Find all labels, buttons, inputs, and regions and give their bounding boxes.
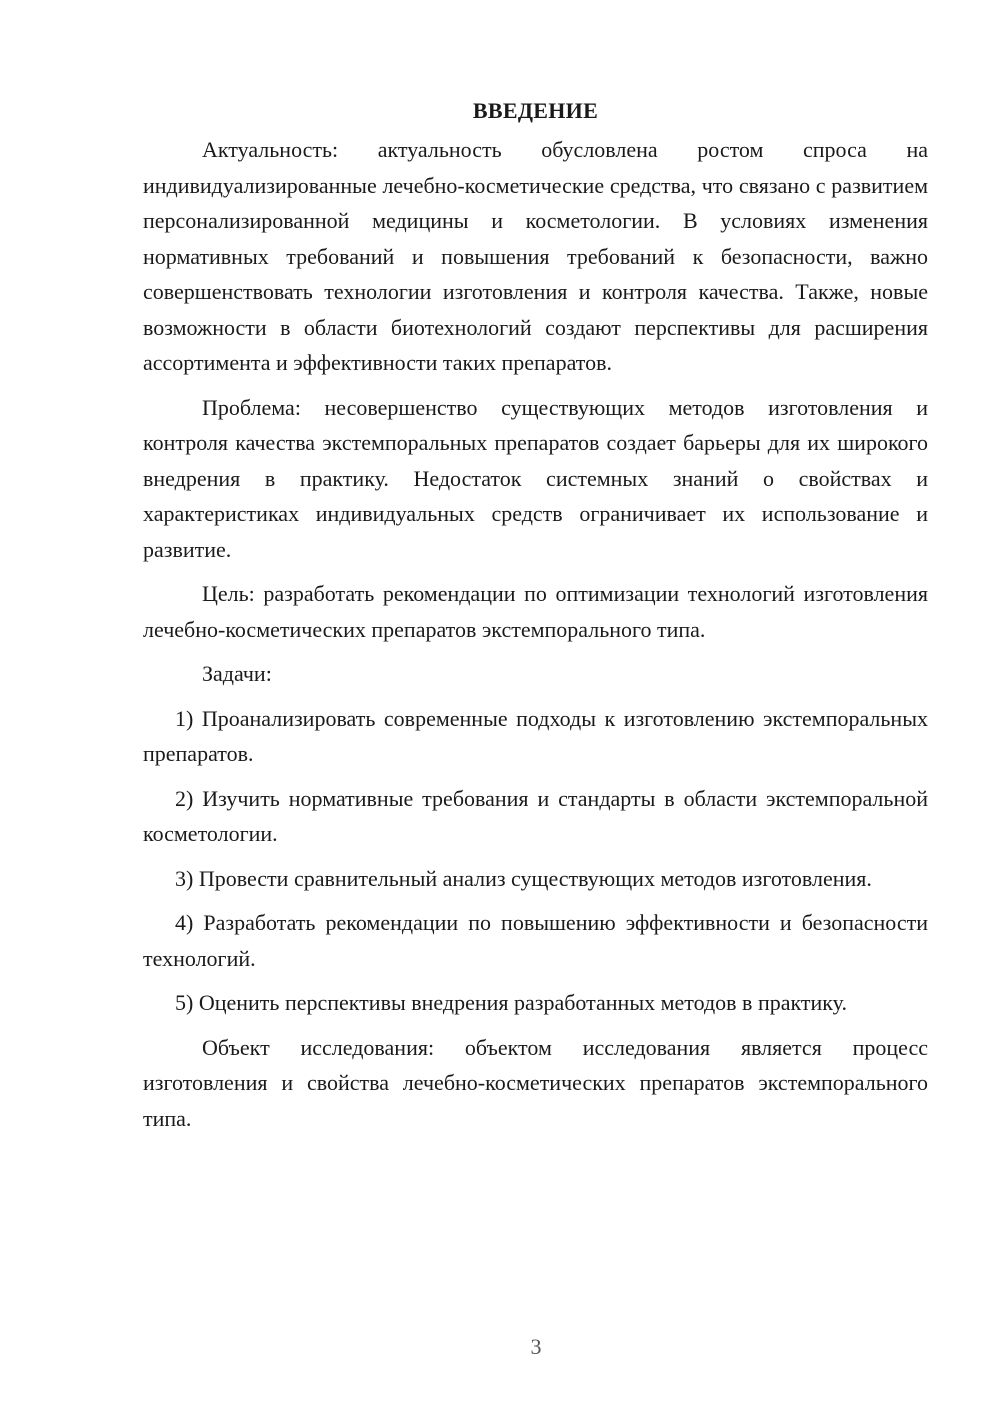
- task-item: 3) Провести сравнительный анализ существующих методов изготовления.: [175, 865, 872, 891]
- relevance-paragraph: Актуальность: актуальность обусловлена ростом спроса на индивидуализированные лечебно-косметические средства, что связано с развитием персонализированной медицины и косметологии. В условиях изменения нормативных требований и повышения требований к безопасности, важно совершенствовать технологии изготовления и контроля качества. Также, новые возможности в области биотехнологий создают перспективы для расширения ассортимента и эффективности таких препаратов.: [143, 137, 928, 375]
- task-item: 5) Оценить перспективы внедрения разработанных методов в практику.: [175, 990, 847, 1015]
- section-title: ВВЕДЕНИЕ: [472, 98, 599, 123]
- page-content: [143, 96, 928, 1145]
- task-item: 1) Проанализировать современные подходы к изготовлению экстемпоральных препаратов.: [143, 705, 928, 766]
- page-number: 3: [530, 1334, 542, 1359]
- problem-paragraph: Проблема: несовершенство существующих методов изготовления и контроля качества экстемпоральных препаратов создает барьеры для их широкого внедрения в практику. Недостаток системных знаний о свойствах и характеристиках индивидуальных средств ограничивает их использование и развитие.: [143, 394, 928, 562]
- goal-paragraph: Цель: разработать рекомендации по оптимизации технологий изготовления лечебно-косметических препаратов экстемпорального типа.: [143, 581, 928, 642]
- object-paragraph: Объект исследования: объектом исследования является процесс изготовления и свойства лечебно-косметических препаратов экстемпорального типа.: [143, 1034, 928, 1131]
- task-item: 4) Разработать рекомендации по повышению эффективности и безопасности технологий.: [143, 910, 928, 971]
- tasks-label: Задачи:: [202, 661, 272, 686]
- task-item: 2) Изучить нормативные требования и стандарты в области экстемпоральной косметологии.: [143, 785, 928, 846]
